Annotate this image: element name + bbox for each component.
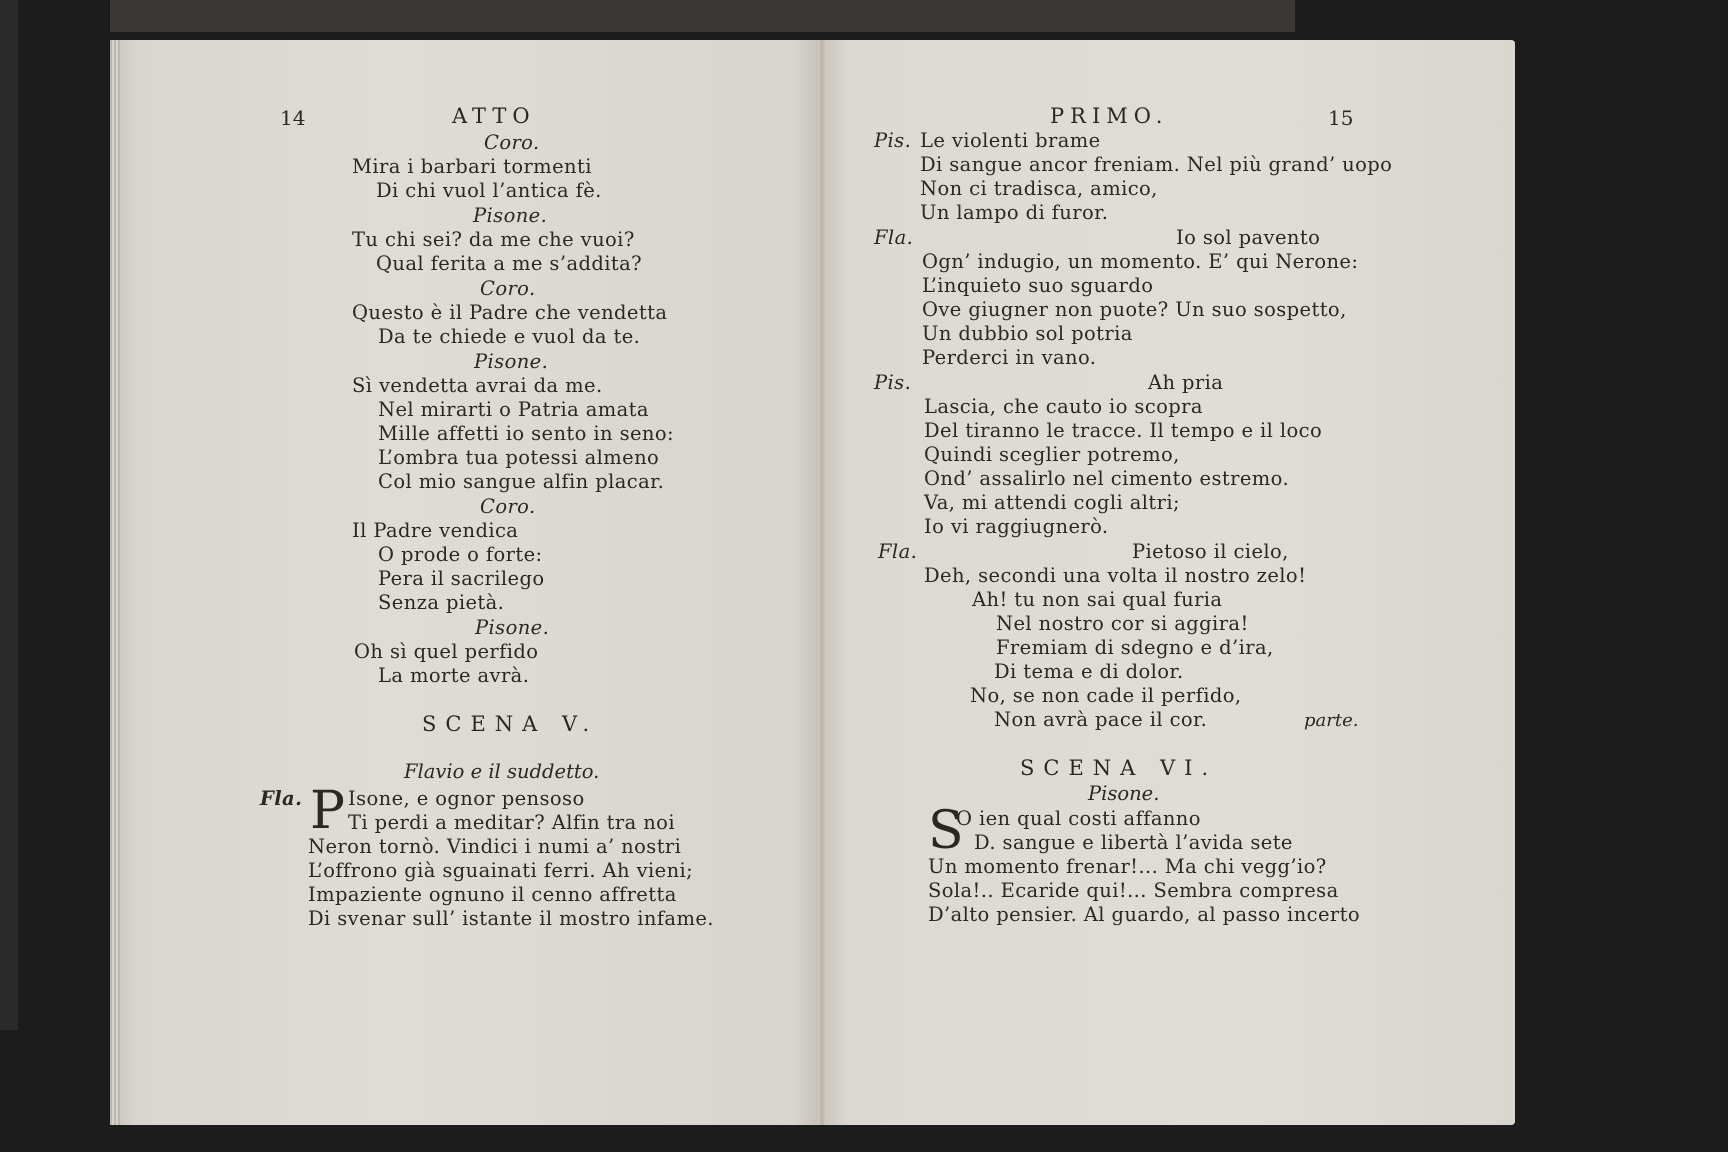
verse-line: Nel mirarti o Patria amata xyxy=(378,398,649,421)
verse-line: La morte avrà. xyxy=(378,664,530,687)
prose-line: O ien qual costi affanno xyxy=(956,807,1201,830)
verse-line: Questo è il Padre che vendetta xyxy=(352,301,668,324)
prose-line: Ti perdi a meditar? Alfin tra noi xyxy=(348,811,675,834)
prose-line: D’alto pensier. Al guardo, al passo incerto xyxy=(928,903,1361,926)
verse-line: Un dubbio sol potria xyxy=(922,322,1133,345)
verse-line: Non avrà pace il cor. xyxy=(994,708,1208,731)
verse-line: Qual ferita a me s’addita? xyxy=(376,252,642,275)
speaker-abbrev: Fla. xyxy=(260,787,303,810)
verse-line: Io vi raggiugnerò. xyxy=(924,515,1109,538)
verse-line: Sì vendetta avrai da me. xyxy=(352,374,603,397)
verse-line: Il Padre vendica xyxy=(352,519,519,542)
prose-line: Isone, e ognor pensoso xyxy=(348,787,585,810)
verse-line: Ah! tu non sai qual furia xyxy=(972,588,1223,611)
verse-line: Pietoso il cielo, xyxy=(1132,540,1289,563)
prose-line: Di svenar sull’ istante il mostro infame. xyxy=(308,907,714,930)
verse-line: Mira i barbari tormenti xyxy=(352,155,592,178)
prose-line: D. sangue e libertà l’avida sete xyxy=(974,831,1293,854)
scan-background-top xyxy=(110,0,1295,32)
verse-line: Un lampo di furor. xyxy=(920,201,1109,224)
page-edge xyxy=(110,40,120,1125)
stage-direction: parte. xyxy=(1304,710,1359,731)
verse-line: L’ombra tua potessi almeno xyxy=(378,446,660,469)
verse-line: Nel nostro cor si aggira! xyxy=(996,612,1249,635)
verse-line: Da te chiede e vuol da te. xyxy=(378,325,641,348)
running-head-right: PRIMO. xyxy=(1050,104,1169,128)
verse-line: Le violenti brame xyxy=(920,129,1101,152)
scene-cast-left: Flavio e il suddetto. xyxy=(404,760,600,783)
speaker-label: Coro. xyxy=(480,277,536,300)
verse-line: Di sangue ancor freniam. Nel più grand’ uopo xyxy=(920,153,1393,176)
verse-line: Va, mi attendi cogli altri; xyxy=(924,491,1180,514)
scene-cast-right: Pisone. xyxy=(1088,782,1160,805)
verse-line: No, se non cade il perfido, xyxy=(970,684,1242,707)
verse-line: Senza pietà. xyxy=(378,591,505,614)
prose-line: Sola!.. Ecaride qui!... Sembra compresa xyxy=(928,879,1339,902)
verse-line: Ogn’ indugio, un momento. E’ qui Nerone: xyxy=(922,250,1359,273)
scan-background-left xyxy=(0,0,18,1030)
speaker-abbrev: Pis. xyxy=(874,129,912,152)
verse-line: O prode o forte: xyxy=(378,543,543,566)
verse-line: Perderci in vano. xyxy=(922,346,1097,369)
page-number-left: 14 xyxy=(280,106,306,130)
verse-line: Ove giugner non puote? Un suo sospetto, xyxy=(922,298,1347,321)
verse-line: Tu chi sei? da me che vuoi? xyxy=(352,228,635,251)
prose-line: L’offrono già sguainati ferri. Ah vieni; xyxy=(308,859,694,882)
verse-line: Non ci tradisca, amico, xyxy=(920,177,1158,200)
page-number-right: 15 xyxy=(1328,106,1354,130)
verse-line: Col mio sangue alfin placar. xyxy=(378,470,665,493)
prose-line: Neron tornò. Vindici i numi a’ nostri xyxy=(308,835,682,858)
speaker-abbrev: Fla. xyxy=(878,540,918,563)
verse-line: Di chi vuol l’antica fè. xyxy=(376,179,602,202)
drop-cap-initial: S xyxy=(928,801,964,861)
verse-line: Fremiam di sdegno e d’ira, xyxy=(996,636,1274,659)
verse-line: Ah pria xyxy=(1148,371,1224,394)
verse-line: Di tema e di dolor. xyxy=(994,660,1184,683)
speaker-label: Pisone. xyxy=(475,616,550,639)
speaker-abbrev: Fla. xyxy=(874,226,914,249)
running-head-left: ATTO xyxy=(452,104,536,128)
prose-line: Impaziente ognuno il cenno affretta xyxy=(308,883,677,906)
verse-line: Ond’ assalirlo nel cimento estremo. xyxy=(924,467,1290,490)
verse-line: Del tiranno le tracce. Il tempo e il loco xyxy=(924,419,1323,442)
book-gutter xyxy=(818,40,826,1125)
verse-line: L’inquieto suo sguardo xyxy=(922,274,1154,297)
verse-line: Quindi sceglier potremo, xyxy=(924,443,1180,466)
verse-line: Oh sì quel perfido xyxy=(354,640,539,663)
verse-line: Io sol pavento xyxy=(1176,226,1321,249)
verse-line: Mille affetti io sento in seno: xyxy=(378,422,674,445)
drop-cap-initial: P xyxy=(310,781,345,841)
scene-heading-right: SCENA VI. xyxy=(1020,756,1218,780)
speaker-label: Coro. xyxy=(484,131,540,154)
speaker-abbrev: Pis. xyxy=(874,371,912,394)
speaker-label: Coro. xyxy=(480,495,536,518)
speaker-label: Pisone. xyxy=(473,204,548,227)
verse-line: Pera il sacrilego xyxy=(378,567,545,590)
speaker-label: Pisone. xyxy=(474,350,549,373)
verse-line: Lascia, che cauto io scopra xyxy=(924,395,1203,418)
scene-heading-left: SCENA V. xyxy=(422,712,599,736)
verse-line: Deh, secondi una volta il nostro zelo! xyxy=(924,564,1307,587)
prose-line: Un momento frenar!... Ma chi vegg’io? xyxy=(928,855,1327,878)
